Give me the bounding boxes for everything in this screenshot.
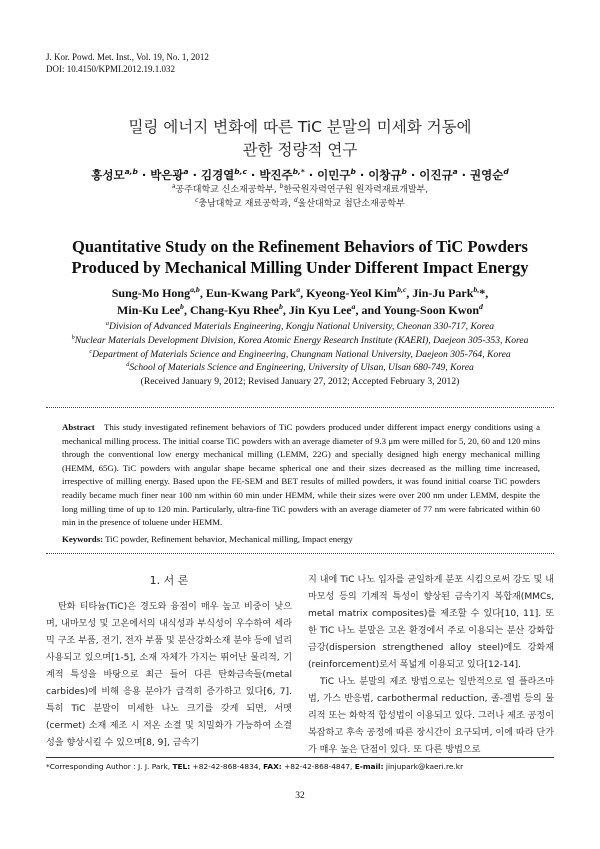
affiliation-d: $^d$School of Materials Science and Engineering, University of Ulsan, Ulsan 680-749, Korea bbox=[126, 361, 474, 374]
english-authors-line-2 bbox=[0, 302, 600, 319]
abstract-label: Abstract bbox=[62, 422, 95, 432]
korean-author: 박은광$^a$ · bbox=[150, 167, 201, 182]
journal-citation: J. Kor. Powd. Met. Inst., Vol. 19, No. 1, 2012 bbox=[46, 52, 209, 62]
english-author: Kyeong-Yeol Kim$^{b,c}$, bbox=[306, 285, 413, 300]
korean-author: 박진주$^{b,*}$ · bbox=[259, 167, 318, 182]
email-address: jinjupark@kaeri.re.kr bbox=[383, 762, 464, 771]
korean-title-line-2: 관한 정량적 연구 bbox=[242, 141, 358, 159]
affiliation-c: $^c$Department of Materials Science and Engineering, Chungnam National University, Daejeon 305-764, Korea bbox=[89, 347, 511, 360]
korean-affiliation-line-1: $^a$공주대학교 신소재공학부, $^b$한국원자력연구원 원자력재료개발부, bbox=[171, 184, 429, 195]
korean-affiliations bbox=[0, 183, 600, 211]
english-affiliations bbox=[0, 320, 600, 389]
korean-affiliation-line-2: $^c$충남대학교 재료공학과, $^d$울산대학교 첨단소재공학부 bbox=[195, 198, 405, 209]
korean-title-line-1: 밀링 에너지 변화에 따른 TiC 분말의 미세화 거동에 bbox=[128, 118, 472, 136]
english-authors-line-1 bbox=[0, 285, 600, 302]
abstract-bottom-divider bbox=[46, 553, 554, 554]
body-left-column bbox=[46, 572, 292, 752]
paragraph: 지 내에 TiC 나노 입자를 균일하게 분포 시킴으로써 강도 및 내마모성 등의 기계적 특성이 향상된 금속기지 복합재(MMCs, metal matrix composites)를 제조할 수 있다[10, 11]. 또한 TiC 나노 분말은 고온 환경에서 주로 이용되는 분산 강화합금강(dispersion strengthened alloy steel)에도 강화재(reinforcement)로서 폭넓게 이용되고 있다[12-14]. bbox=[308, 575, 554, 670]
section-heading-introduction: 1. 서 론 bbox=[149, 574, 189, 587]
korean-author: 김경열$^{b,c}$ · bbox=[200, 167, 260, 182]
paragraph: TiC 나노 분말의 제조 방법으로는 일반적으로 열 플라즈마법, 가스 반응법, carbothermal reduction, 졸-겔법 등의 물리적 또는 화학적 합성법이 이용되고 있다. 그러나 제조 공정이 복잡하고 후속 공정에 따른 장시간이 요구되며, 이에 따라 단가가 매우 높은 단점이 있다. 또 다른 방법으로 bbox=[308, 677, 554, 755]
footnote-divider bbox=[46, 757, 554, 758]
korean-author: 권영순$^d$ bbox=[470, 167, 509, 182]
abstract bbox=[62, 421, 540, 530]
affiliation-a: $^a$Division of Advanced Materials Engineering, Kongju National University, Cheonan 330-717, Korea bbox=[105, 319, 495, 332]
keywords-text: TiC powder, Refinement behavior, Mechanical milling, Impact energy bbox=[103, 534, 353, 544]
journal-doi: DOI: 10.4150/KPMI.2012.19.1.032 bbox=[46, 63, 176, 74]
keywords-label: Keywords: bbox=[62, 534, 104, 544]
keywords bbox=[62, 533, 540, 546]
english-title-line-1: Quantitative Study on the Refinement Behaviors of TiC Powders bbox=[72, 237, 528, 256]
paragraph: 탄화 티타늄(TiC)은 경도와 융점이 매우 높고 비중이 낮으며, 내마모성 및 고온에서의 내식성과 부식성이 우수하여 세라믹 구조 부품, 전기, 전자 부품 및 분산강화소재 분야 등에 널리 사용되고 있으며[1-5], 소재 자체가 가지는 뛰어난 물리적, 기계적 특성을 바탕으로 최근 들어 다른 탄화금속들(metal carbides)에 비해 응용 분야가 급격히 증가하고 있다[6, 7]. 특히 TiC 분말이 미세한 나노 크기를 갖게 되면, 서멧(cermet) 소재 제조 시 저온 소결 및 치밀화가 가능하여 소결성을 향상시킬 수 있으며[8, 9], 금속기 bbox=[46, 602, 292, 748]
english-title-line-2: Produced by Mechanical Milling Under Different Impact Energy bbox=[71, 258, 529, 277]
received-dates: (Received January 9, 2012; Revised January 27, 2012; Accepted February 3, 2012) bbox=[140, 376, 460, 388]
english-title bbox=[0, 236, 600, 278]
page-number: 32 bbox=[295, 791, 305, 801]
korean-author: 이진규$^a$ · bbox=[419, 167, 471, 182]
korean-author: 이민구$^b$ · bbox=[317, 167, 369, 182]
english-author: Young-Soon Kwon$^d$ bbox=[383, 302, 483, 317]
korean-author: 홍성모$^{a,b}$ · bbox=[91, 167, 151, 182]
english-author: Min-Ku Lee$^b$, bbox=[117, 302, 190, 317]
korean-title bbox=[0, 116, 600, 162]
affiliation-b: $^b$Nuclear Materials Development Division, Korea Atomic Energy Research Institute (KAERI), Daejeon 305-353, Korea bbox=[71, 333, 529, 346]
abstract-text: This study investigated refinement behaviors of TiC powders produced under different impact energy conditions using a mechanical milling process. The initial coarse TiC powders with an average diameter of 9.3 μm were milled for 5, 20, 60 and 120 mins through the conventional low energy mechanical milling (LEMM, 22G) and specially designed high energy mechanical milling (HEMM, 65G). TiC powders with angular shape became spherical one and their sizes decreased as the milling time increased, irrespective of milling energy. Based upon the FE-SEM and BET results of milled powders, it was found initial coarse TiC powders readily became much finer near 100 nm within 60 min under HEMM, while their sizes were over 200 nm under LEMM, despite the long milling time of up to 120 min. Particularly, ultra-fine TiC powders with an average diameter of 77 nm were fabricated within 60 min in the presence of toluene under HEMM. bbox=[62, 422, 540, 528]
corresponding-author-footnote: *Corresponding Author : J. J. Park, TEL: +82-42-868-4834, FAX: +82-42-868-4847, E-mail: jinjupark@kaeri.re.kr bbox=[46, 762, 464, 771]
korean-author: 이창규$^b$ · bbox=[368, 167, 420, 182]
journal-header bbox=[46, 52, 209, 75]
english-author: Eun-Kwang Park$^a$, bbox=[205, 285, 307, 300]
english-author: Sung-Mo Hong$^{a,b}$, bbox=[111, 285, 206, 300]
english-author: Jin-Ju Park$^{b,}$*, bbox=[412, 285, 489, 300]
body-right-column bbox=[308, 572, 554, 759]
english-authors bbox=[0, 285, 600, 319]
english-author: Chang-Kyu Rhee$^b$, bbox=[189, 302, 289, 317]
abstract-top-divider bbox=[46, 407, 554, 408]
english-author: Jin Kyu Lee$^a$, and bbox=[288, 302, 384, 317]
korean-authors bbox=[0, 167, 600, 183]
